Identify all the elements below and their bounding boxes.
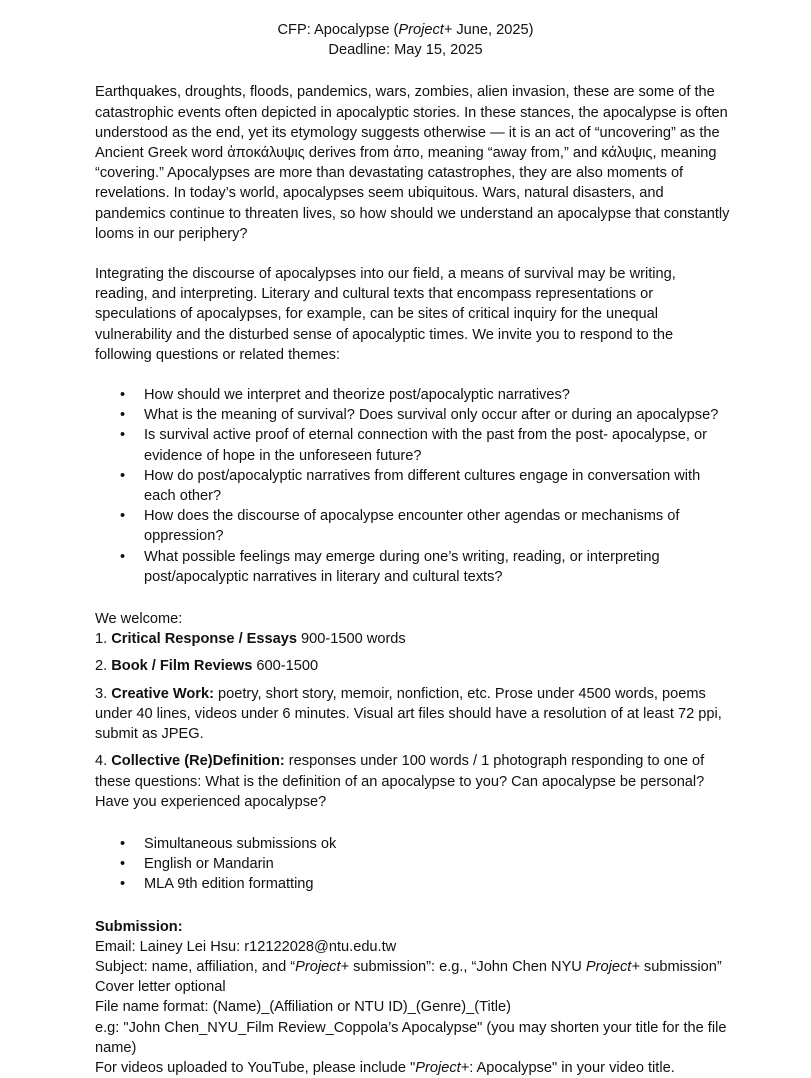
welcome-intro: We welcome:	[95, 611, 183, 628]
project-plus-title: Project+	[398, 22, 453, 38]
category-collective-redefinition: 4. Collective (Re)Definition: responses under 100 words / 1 photograph responding to one of these questions: What is the definition of an apocalypse to you? Can apocalypse be personal? Have you experienced apocalypse?	[95, 753, 705, 810]
submission-videos: For videos uploaded to YouTube, please include "Project+: Apocalypse" in your video title.	[95, 1059, 675, 1076]
submission-email: Email: Lainey Lei Hsu: r12122028@ntu.edu.tw	[95, 938, 397, 955]
category-reviews: 2. Book / Film Reviews 600-1500	[95, 658, 319, 675]
submission-heading: Submission:	[95, 918, 183, 935]
document-header	[80, 20, 731, 60]
cfp-title: CFP: Apocalypse (Project+ June, 2025)	[277, 22, 534, 38]
question-item: • What is the meaning of survival? Does survival only occur after or during an apocalypse?	[120, 405, 731, 425]
deadline: Deadline: May 15, 2025	[328, 42, 483, 59]
note-item: • Simultaneous submissions ok	[120, 834, 731, 854]
submission-file-format: File name format: (Name)_(Affiliation or NTU ID)_(Genre)_(Title)	[95, 999, 512, 1016]
question-list	[95, 385, 731, 587]
submission-cover-letter: Cover letter optional	[95, 979, 226, 996]
question-item: • How should we interpret and theorize post/apocalyptic narratives?	[120, 385, 731, 405]
intro-paragraph-1: Earthquakes, droughts, floods, pandemics, wars, zombies, alien invasion, these are some of the catastrophic events often depicted in apocalyptic stories. In these stances, the apocalypse is often understood as the end, yet its etymology suggests otherwise — it is an act of “uncovering” as the Ancient Greek word ἀποκάλυψις derives from ἀπο, meaning “away from,” and κάλυψις, meaning “covering.” Apocalypses are more than devastating catastrophes, they are also moments of revelations. In today’s world, apocalypses seem ubiquitous. Wars, natural disasters, and pandemics continue to threaten lives, so how should we understand an apocalypse that constantly looms in our periphery?	[95, 84, 730, 242]
submission-notes-list	[95, 834, 731, 895]
note-item: • English or Mandarin	[120, 854, 731, 874]
submission-example: e.g: "John Chen_NYU_Film Review_Coppola’s Apocalypse" (you may shorten your title for the file name)	[95, 1019, 727, 1056]
intro-paragraph-2: Integrating the discourse of apocalypses into our field, a means of survival may be writing, reading, and interpreting. Literary and cultural texts that encompass representations or speculations of apocalypses, for example, can be sites of critical inquiry for the unequal vulnerability and the disturbed sense of apocalyptic times. We invite you to respond to the following questions or related themes:	[95, 266, 676, 363]
question-item: • What possible feelings may emerge during one’s writing, reading, or interpreting post/apocalyptic narratives in literary and cultural texts?	[120, 547, 731, 587]
question-item: • Is survival active proof of eternal connection with the past from the post- apocalypse, or evidence of hope in the unforeseen future?	[120, 425, 731, 465]
category-critical-response: 1. Critical Response / Essays 900-1500 words	[95, 631, 406, 648]
question-item: • How does the discourse of apocalypse encounter other agendas or mechanisms of oppression?	[120, 506, 731, 546]
question-item: • How do post/apocalyptic narratives from different cultures engage in conversation with each other?	[120, 466, 731, 506]
submission-subject: Subject: name, affiliation, and “Project+ submission”: e.g., “John Chen NYU Project+ submission”	[95, 958, 722, 975]
category-creative-work: 3. Creative Work: poetry, short story, memoir, nonfiction, etc. Prose under 4500 words, poems under 40 lines, videos under 6 minutes. Visual art files should have a resolution of at least 72 ppi, submit as JPEG.	[95, 685, 722, 743]
note-item: • MLA 9th edition formatting	[120, 874, 731, 894]
